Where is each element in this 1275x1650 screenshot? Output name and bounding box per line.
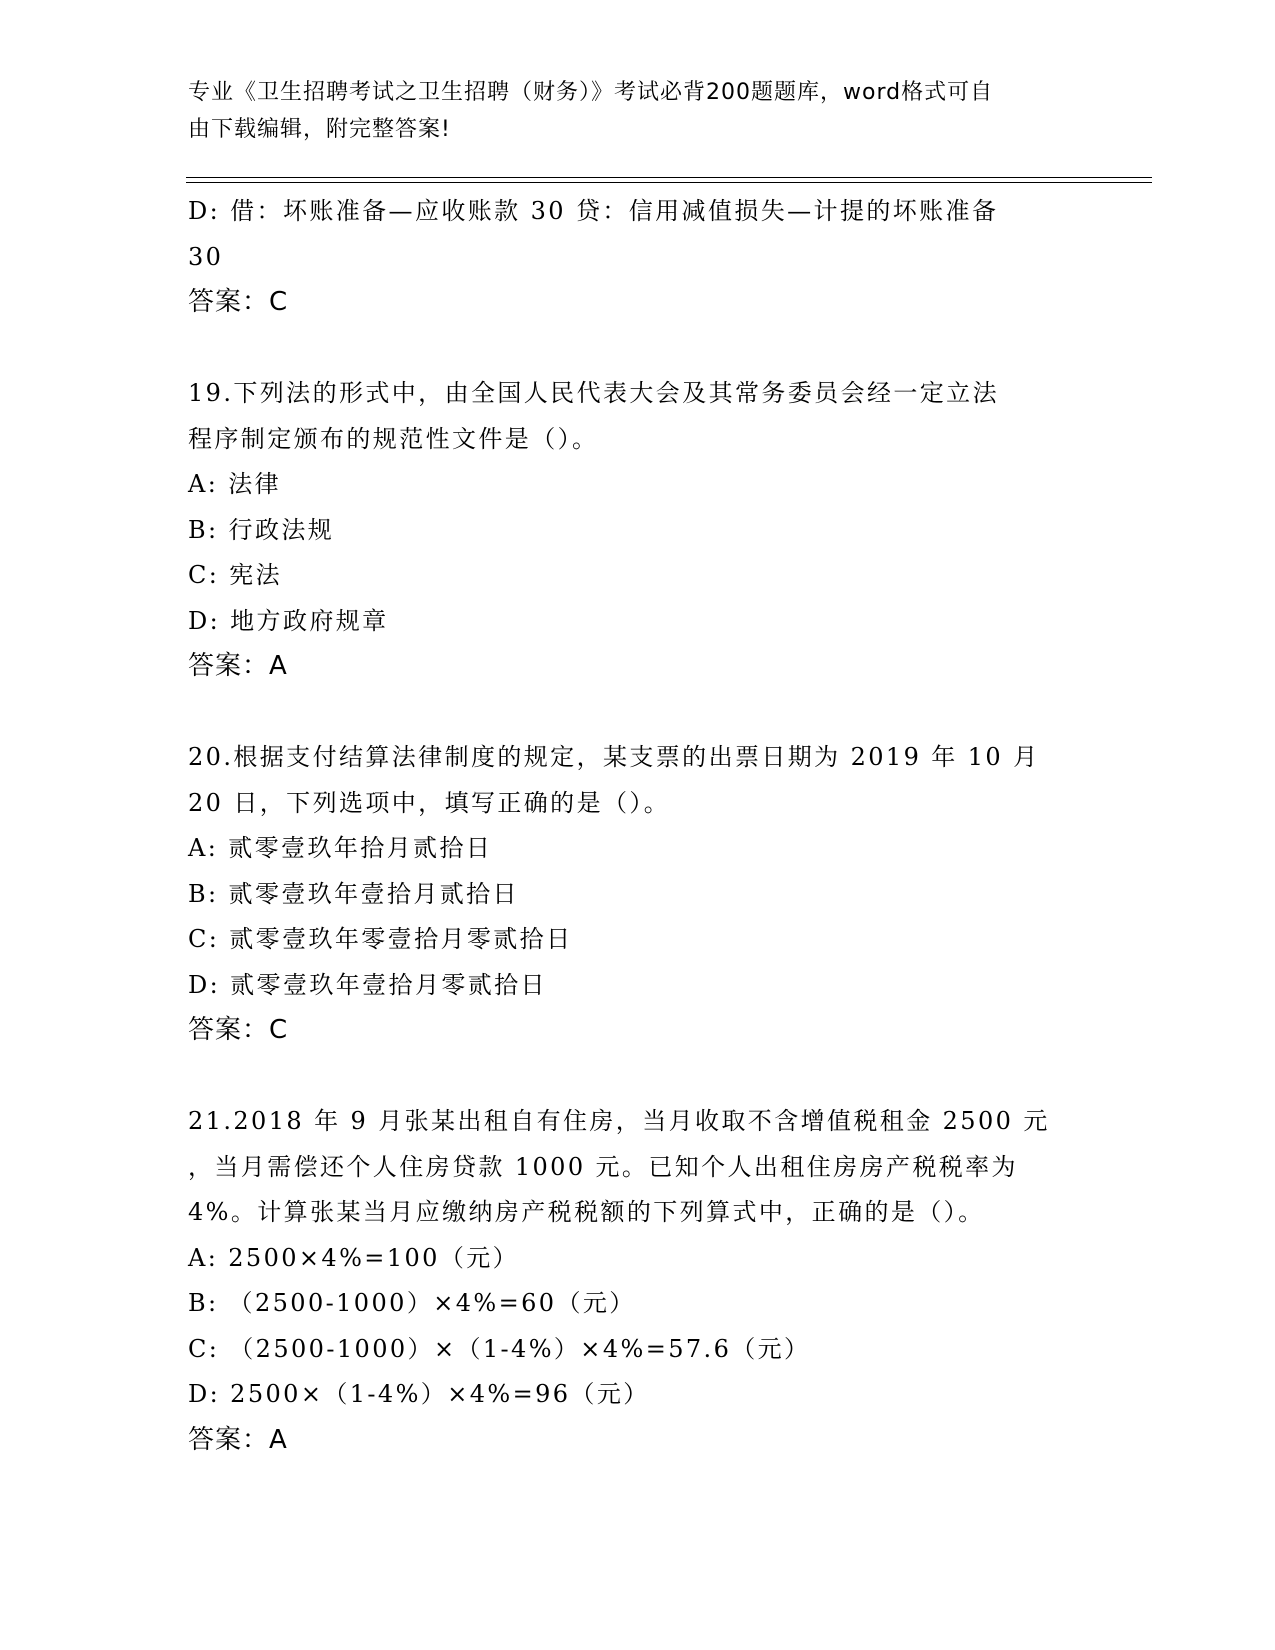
option-c: C: 宪法 <box>188 561 283 589</box>
answer-line: 答案：C <box>188 1015 289 1045</box>
spacer <box>188 690 1088 736</box>
option-a: A: 法律 <box>188 470 282 498</box>
question-21 <box>188 1099 1088 1463</box>
answer-line: 答案：A <box>188 651 288 681</box>
option-c: C: （2500-1000）×（1-4%）×4%=57.6（元） <box>188 1334 811 1363</box>
option-b: B: （2500-1000）×4%=60（元） <box>188 1289 636 1317</box>
option-c: C: 贰零壹玖年零壹拾月零贰拾日 <box>188 925 573 953</box>
question-stem-line-2: 程序制定颁布的规范性文件是（）。 <box>188 424 599 453</box>
option-d: D: 地方政府规章 <box>188 606 389 635</box>
answer-line: 答案：C <box>188 287 289 317</box>
spacer <box>188 1054 1088 1100</box>
header-rule-top <box>186 177 1152 178</box>
option-d-line-2: 30 <box>188 242 224 271</box>
document-header <box>188 74 1068 148</box>
document-body <box>188 189 1088 1463</box>
option-a: A: 2500×4%=100（元） <box>188 1243 520 1272</box>
question-19 <box>188 371 1088 690</box>
option-a: A: 贰零壹玖年拾月贰拾日 <box>188 834 493 862</box>
previous-question-tail <box>188 189 1088 326</box>
question-stem-line-2: 20 日，下列选项中，填写正确的是（）。 <box>188 788 671 817</box>
option-d: D: 贰零壹玖年壹拾月零贰拾日 <box>188 970 547 999</box>
option-b: B: 贰零壹玖年壹拾月贰拾日 <box>188 879 519 908</box>
question-stem-line-1: 20.根据支付结算法律制度的规定，某支票的出票日期为 2019 年 10 月 <box>188 743 1040 771</box>
header-line-1: 专业《卫生招聘考试之卫生招聘（财务）》考试必背200题题库，word格式可自 <box>188 80 994 105</box>
option-d-line-1: D: 借：坏账准备—应收账款 30 贷：信用减值损失—计提的坏账准备 <box>188 197 999 225</box>
header-rule-bottom <box>186 182 1152 183</box>
question-stem-line-2: ，当月需偿还个人住房贷款 1000 元。已知个人出租住房房产税税率为 <box>188 1152 1018 1181</box>
answer-line: 答案：A <box>188 1424 288 1455</box>
question-stem-line-1: 19.下列法的形式中，由全国人民代表大会及其常务委员会经一定立法 <box>188 379 999 407</box>
question-20 <box>188 735 1088 1054</box>
spacer <box>188 326 1088 372</box>
question-stem-line-3: 4%。计算张某当月应缴纳房产税税额的下列算式中，正确的是（）。 <box>188 1198 985 1226</box>
option-d: D: 2500×（1-4%）×4%=96（元） <box>188 1380 650 1408</box>
header-line-2: 由下载编辑，附完整答案! <box>188 117 451 142</box>
option-b: B: 行政法规 <box>188 515 335 544</box>
question-stem-line-1: 21.2018 年 9 月张某出租自有住房，当月收取不含增值税租金 2500 元 <box>188 1107 1050 1135</box>
